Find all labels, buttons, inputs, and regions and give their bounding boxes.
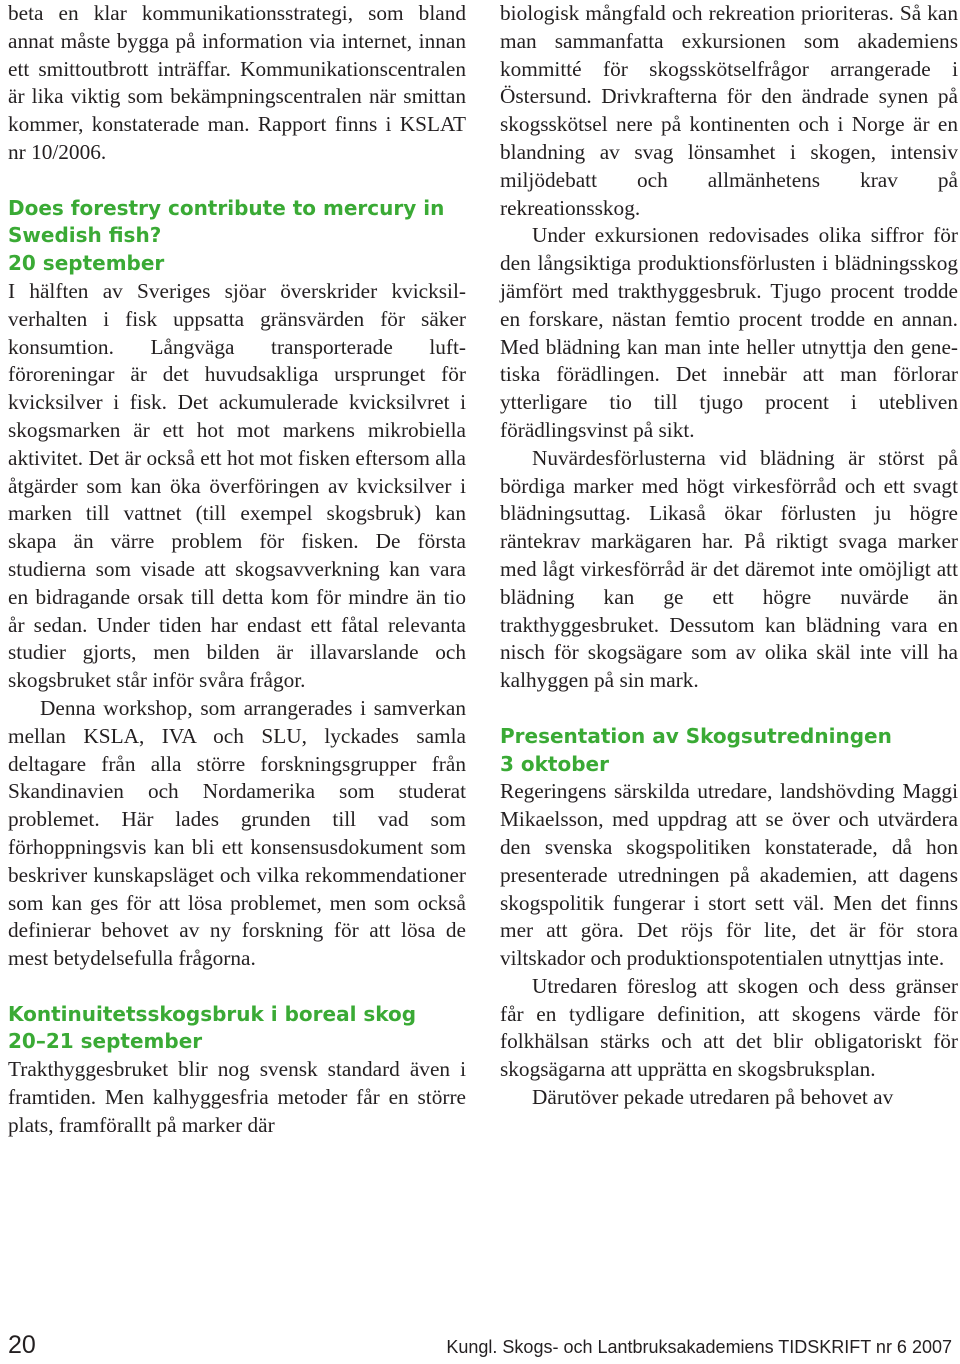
- section-spacer: [8, 973, 466, 1001]
- section-title-skogsutredningen: Presentation av Skogsutredningen: [500, 723, 892, 748]
- exkursion-paragraph-2: Under exkursionen redovisades olika siffror för den långsiktiga produktionsförlusten i blädningsskog jämfört med trakthyggesbruk. Tjugo procent trodde en forskare, nästan femtio procent trodde en annan. Med blädning kan man inte heller utnyttja den genetiska förädlingen. Det innebär att man förlorar ytterligare tio till tjugo procent i utebliven förädlingsvinst på sikt.: [500, 223, 958, 442]
- kontinuitet-paragraph-1: Trakthyggesbruket blir nog svensk standard även i framtiden. Men kalhyggesfria metoder får en större plats, framförallt på marker där: [8, 1057, 466, 1137]
- section-title-mercury: Does forestry contribute to mercury in Swedish fish?: [8, 195, 445, 248]
- section-date-skogsutredningen: 3 oktober: [500, 751, 609, 776]
- skogsutredningen-paragraph-3: Därutöver pekade utredaren på behovet av: [532, 1085, 894, 1110]
- left-column: [8, 0, 466, 1140]
- section-date-mercury: 20 september: [8, 251, 165, 276]
- section-date-kontinuitet: 20–21 september: [8, 1029, 203, 1054]
- right-column: [500, 0, 958, 1112]
- mercury-paragraph-1: I hälften av Sveriges sjöar överskrider kvicksilverhalten i fisk uppsatta gränsvärden för säker konsumtion. Långväga transporterade luftföroreningar är det huvudsakliga ursprunget för kvicksilver i fisk. Det ackumulerade kvicksilvret i skogsmarken är ett hot mot markens mikrobiella aktivitet. Det är också ett hot mot fisken eftersom alla åtgärder som kan öka överföringen av kvicksilver i marken till vattnet (till exempel skogsbruk) kan skapa än värre problem för fisken. De första studierna som visade att skogsavverkning kan vara en bidragande orsak till detta kom för mindre än tio år sedan. Under tiden har endast ett fåtal relevanta studier gjorts, men bilden är illavarslande och skogsbruket står inför svåra frågor.: [8, 278, 466, 693]
- section-spacer: [500, 695, 958, 723]
- section-title-kontinuitet: Kontinuitetsskogsbruk i boreal skog: [8, 1001, 417, 1026]
- skogsutredningen-paragraph-2: Utredaren föreslog att skogen och dess gränser får en tydligare definition, att skogens värde för folkhälsan stärks och att det blir obligatoriskt för skogsägarna att upprätta en skogsbruksplan.: [500, 973, 958, 1082]
- journal-footer: Kungl. Skogs- och Lantbruksakademiens TIDSKRIFT nr 6 2007: [446, 1337, 952, 1357]
- mercury-paragraph-2: Denna workshop, som arrangerades i samverkan mellan KSLA, IVA och SLU, lyckades samla deltagare från alla större forskningsgrupper från Skandinavien och Nordamerika som studerat problemet. Här lades grunden till vad som förhoppningsvis kan bli ett konsensusdokument som beskriver kunskapsläget och vilka rekommendationer som kan ges för att lösa problemet, men som också definierar behovet av ny forskning för att lösa de mest betydelsefulla frågorna.: [8, 695, 466, 971]
- continued-paragraph: biologisk mångfald och rekreation prioriteras. Så kan man sammanfatta exkursionen som akademiens kommitté för skogsskötselfrågor arrangerade i Östersund. Drivkrafterna för den ändrade synen på skogsskötsel nere på kontinenten och i Norge är en blandning av svag lönsamhet i skogen, intensiv miljödebatt och allmänhetens krav på rekreationsskog.: [500, 1, 958, 220]
- intro-paragraph: beta en klar kommunikationsstrategi, som bland annat måste bygga på information via internet, innan ett smittoutbrott inträffar. Kommunikationscentralen är lika viktig som bekämpningscentralen när smittan kommer, konstaterade man. Rapport finns i KSLAT nr 10/2006.: [8, 1, 466, 164]
- section-spacer: [8, 167, 466, 195]
- page-number: 20: [8, 1331, 36, 1359]
- skogsutredningen-paragraph-1: Regeringens särskilda utredare, landshövding Maggi Mikaelsson, med uppdrag att se över och utvärdera den svenska skogspolitiken konstaterade, då hon presenterade utredningen på akademien, att dagens skogspolitik fungerar i stort sett väl. Men det finns mer att göra. Det röjs för lite, det är för stora viltskador och produktionspotentialen utnyttjas inte.: [500, 779, 958, 971]
- exkursion-paragraph-3: Nuvärdesförlusterna vid blädning är störst på bördiga marker med högt virkesförråd och ett svagt blädningsuttag. Likaså ökar förlusten ju högre räntekrav markägaren har. På riktigt svaga marker med lågt virkesförråd är det däremot inte omöjligt att blädning kan ge ett högre nuvärde än trakthyggesbruket. Dessutom kan blädning vara en nisch för skogsägare som av olika skäl inte vill ha kalhyggen på sin mark.: [500, 445, 958, 693]
